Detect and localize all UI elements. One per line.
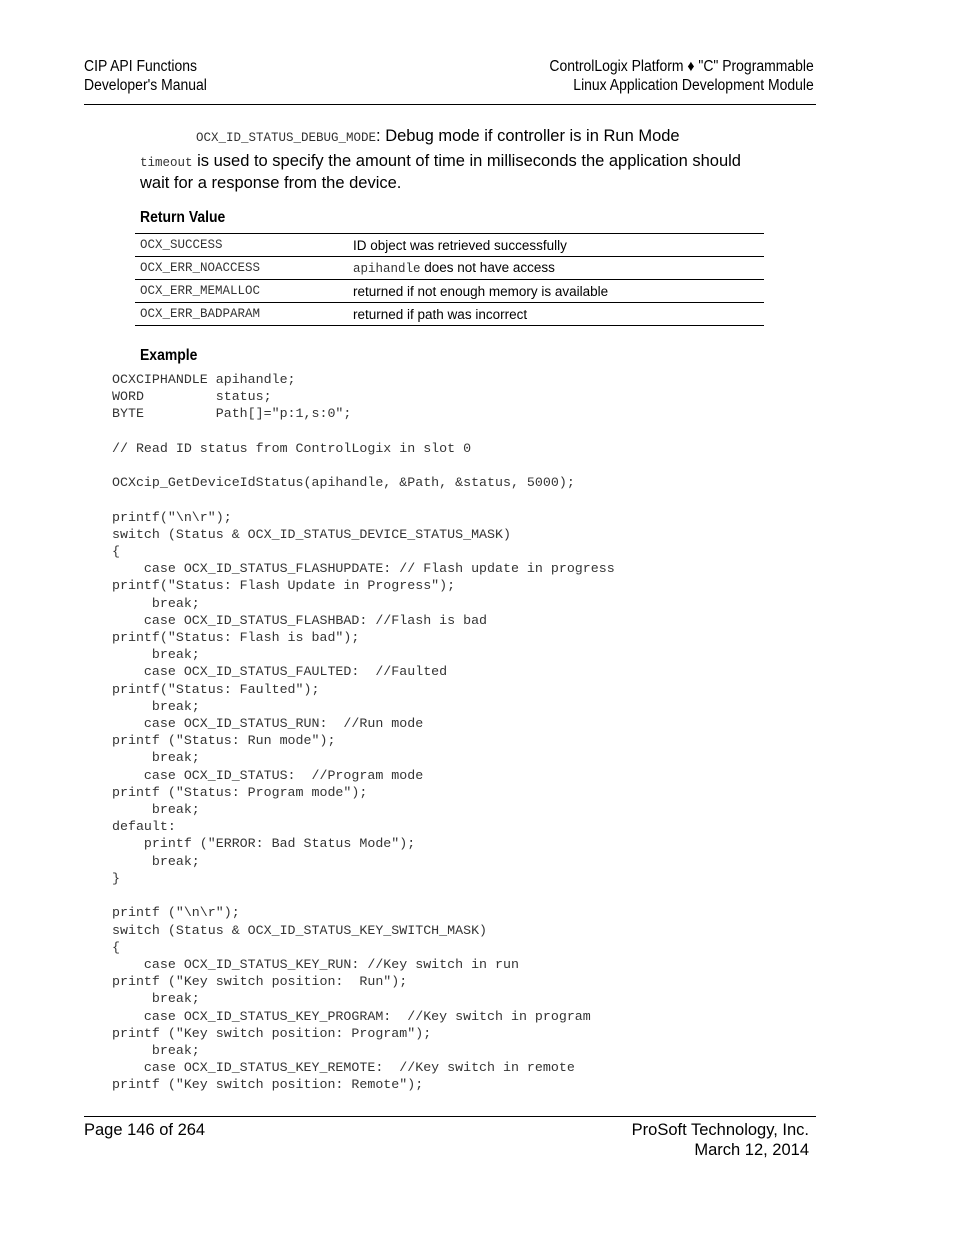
footer-divider: [84, 1116, 816, 1117]
return-code: OCX_ERR_BADPARAM: [135, 303, 348, 326]
header-left: [84, 57, 207, 95]
timeout-description: [140, 151, 760, 193]
return-description: returned if path was incorrect: [348, 303, 764, 326]
debug-mode-constant: OCX_ID_STATUS_DEBUG_MODE: [196, 131, 377, 145]
return-code: OCX_ERR_NOACCESS: [135, 257, 348, 280]
return-value-heading: Return Value: [140, 209, 226, 226]
table-row: [135, 280, 764, 303]
header-doc-section: CIP API Functions: [84, 58, 197, 75]
return-value-table: [135, 233, 764, 326]
timeout-text: is used to specify the amount of time in milliseconds the application should wait for a response from the device.: [140, 152, 741, 192]
debug-mode-text: : Debug mode if controller is in Run Mode: [376, 127, 680, 145]
header-doc-title: Developer's Manual: [84, 77, 207, 94]
timeout-param: timeout: [140, 156, 193, 170]
header-right: [550, 57, 814, 95]
header-module: Linux Application Development Module: [573, 77, 814, 94]
footer-right: [632, 1120, 809, 1160]
table-row: [135, 234, 764, 257]
debug-mode-description: [196, 126, 756, 148]
return-description: apihandle does not have access: [348, 257, 764, 280]
header-platform: ControlLogix Platform ♦ "C" Programmable: [549, 58, 814, 75]
example-code-block: OCXCIPHANDLE apihandle; WORD status; BYTE Path[]="p:1,s:0"; // Read ID status from ControlLogix in slot 0 OCXcip_GetDeviceIdStatus(apihandle, &Path, &status, 5000); printf("\n\r"); switch (Status & OCX_ID_STATUS_DEVICE_STATUS_MASK) { case OCX_ID_STATUS_FLASHUPDATE: // Flash update in progress printf("Status: Flash Update in Progress"); break; case OCX_ID_STATUS_FLASHBAD: //Flash is bad printf("Status: Flash is bad"); break; case OCX_ID_STATUS_FAULTED: //Faulted printf("Status: Faulted"); break; case OCX_ID_STATUS_RUN: //Run mode printf ("Status: Run mode"); break; case OCX_ID_STATUS: //Program mode printf ("Status: Program mode"); break; default: printf ("ERROR: Bad Status Mode"); break; } printf ("\n\r"); switch (Status & OCX_ID_STATUS_KEY_SWITCH_MASK) { case OCX_ID_STATUS_KEY_RUN: //Key switch in run printf ("Key switch position: Run"); break; case OCX_ID_STATUS_KEY_PROGRAM: //Key switch in program printf ("Key switch position: Program"); break; case OCX_ID_STATUS_KEY_REMOTE: //Key switch in remote printf ("Key switch position: Remote");: [112, 372, 615, 1093]
footer-date: March 12, 2014: [694, 1141, 809, 1159]
example-heading: Example: [140, 347, 198, 364]
return-code: OCX_ERR_MEMALLOC: [135, 280, 348, 303]
return-code: OCX_SUCCESS: [135, 234, 348, 257]
table-row: [135, 303, 764, 326]
table-row: [135, 257, 764, 280]
footer-company: ProSoft Technology, Inc.: [631, 1121, 809, 1139]
return-description: returned if not enough memory is available: [348, 280, 764, 303]
page-number: Page 146 of 264: [84, 1121, 206, 1139]
header-divider: [84, 104, 816, 105]
return-description: ID object was retrieved successfully: [348, 234, 764, 257]
